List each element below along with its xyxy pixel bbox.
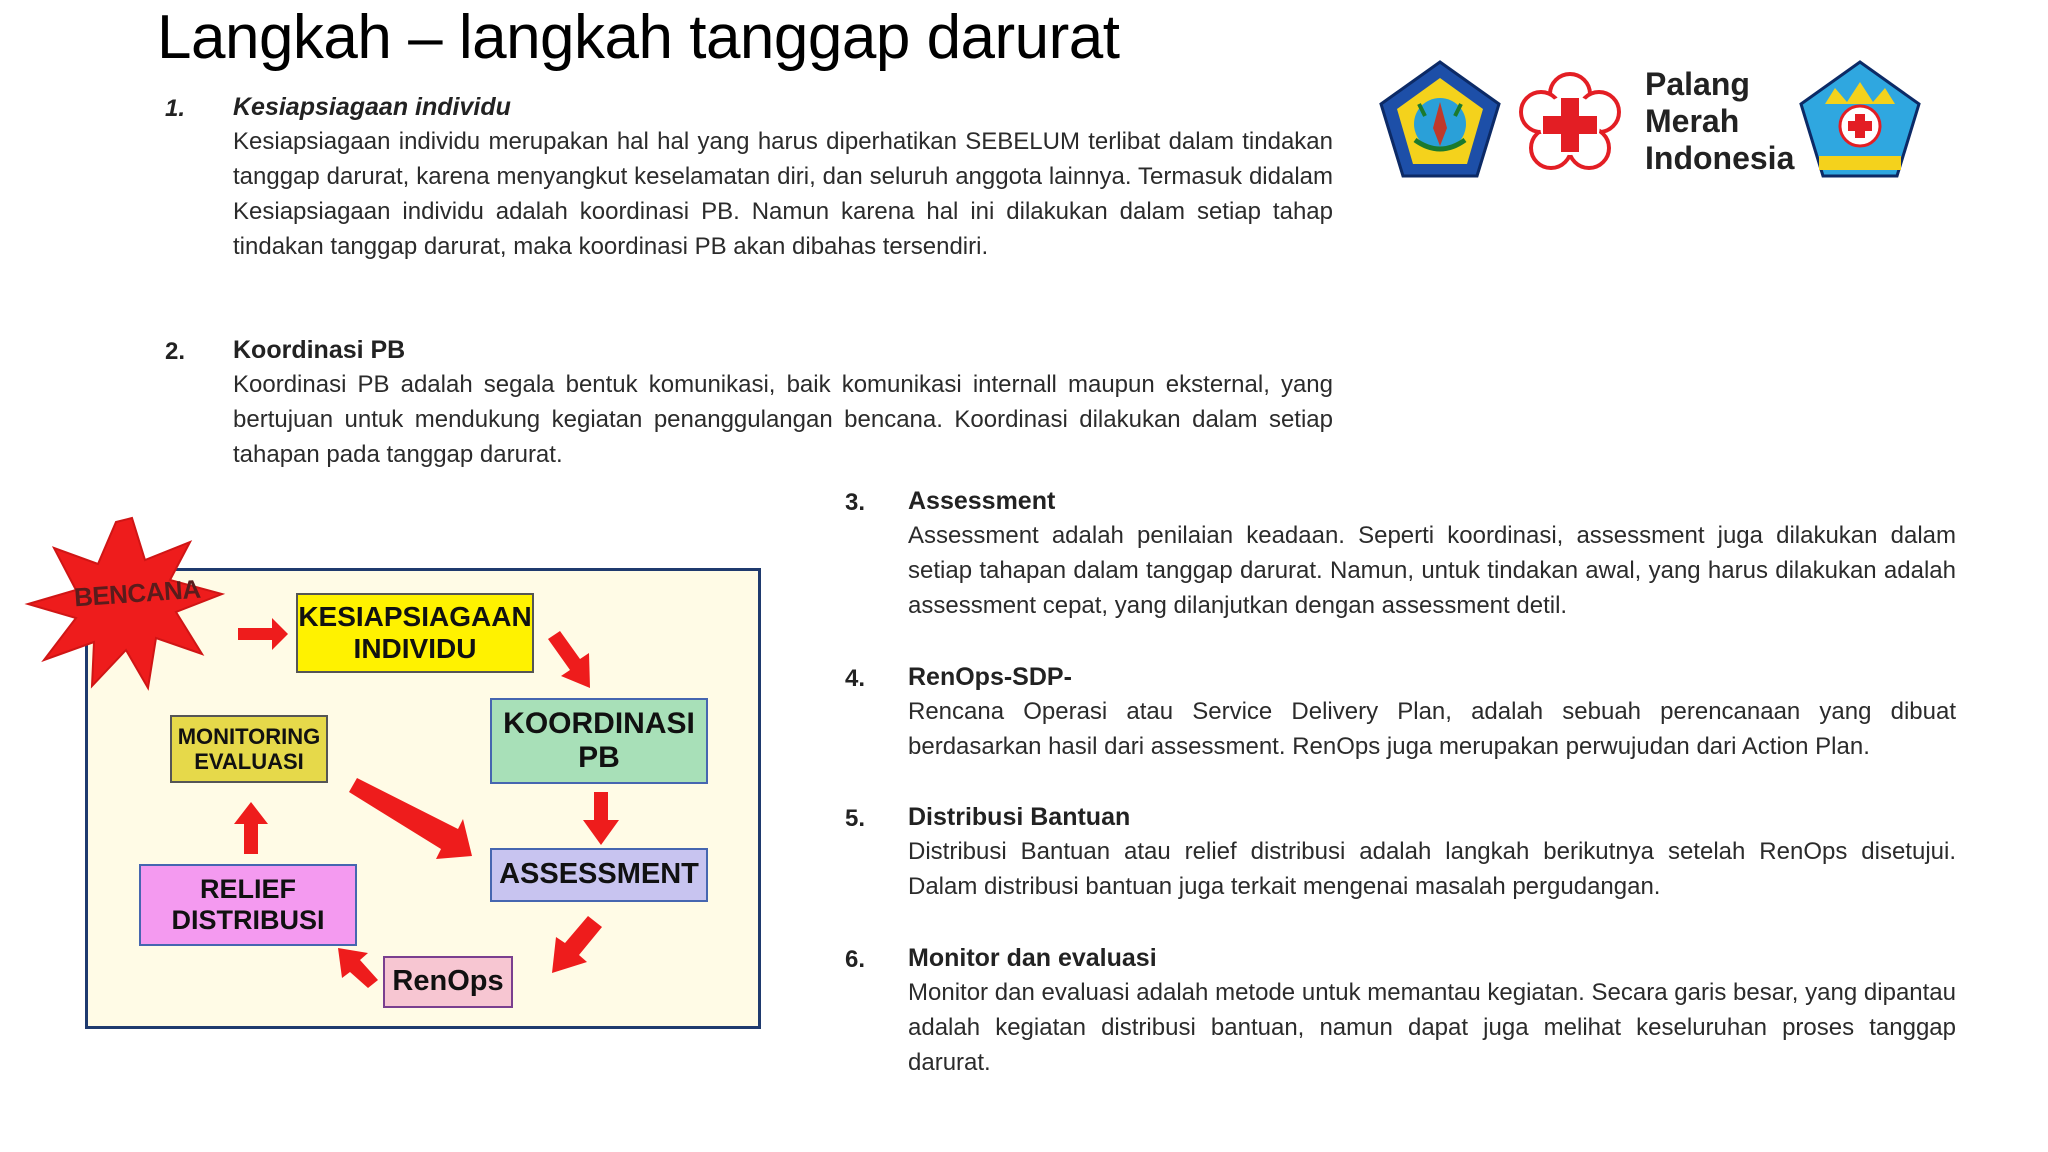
arrow-kesiap-to-koord (548, 631, 590, 688)
section-number: 3. (845, 489, 866, 516)
section-body: Koordinasi PB adalah segala bentuk komunikasi, baik komunikasi internall maupun eksternal, yang bertujuan untuk mendukung kegiatan penanggulangan bencana. Koordinasi dilakukan dalam setiap tahapan pada tanggap darurat. (233, 371, 1333, 468)
box-assessment: ASSESSMENT (490, 848, 708, 902)
box-renops: RenOps (383, 956, 513, 1008)
section-monitor (845, 944, 1956, 1080)
section-kesiapsiagaan (165, 93, 1333, 264)
box-line: KOORDINASI (503, 706, 695, 740)
arrow-monit-to-assess (349, 778, 472, 859)
arrow-assess-to-renops (552, 916, 602, 973)
pmi-line: Merah (1645, 103, 1740, 139)
arrow-bencana-to-kesiap (238, 618, 288, 650)
section-number: 2. (165, 338, 186, 365)
section-body: Monitor dan evaluasi adalah metode untuk memantau kegiatan. Secara garis besar, yang dipantau adalah kegiatan distribusi bantuan, namun dapat juga melihat keseluruhan proses tanggap darurat. (908, 979, 1956, 1076)
box-line: MONITORING (177, 723, 321, 749)
section-koordinasi (165, 336, 1333, 472)
bencana-label: BENCANA (73, 573, 202, 613)
box-line: RELIEF (199, 873, 296, 904)
section-body: Kesiapsiagaan individu merupakan hal hal yang harus diperhatikan SEBELUM terlibat dalam tindakan tanggap darurat, karena menyangkut keselamatan diri, dan seluruh anggota lainnya. Termasuk didalam Kesiapsiagaan individu adalah koordinasi PB. Namun karena hal ini dilakukan dalam setiap tahap tindakan tanggap darurat, maka koordinasi PB akan dibahas tersendiri. (233, 128, 1333, 260)
pmi-line: Indonesia (1645, 140, 1795, 176)
section-body: Rencana Operasi atau Service Delivery Plan, adalah sebuah perencanaan yang dibuat berdasarkan hasil dari assessment. RenOps juga merupakan perwujudan dari Action Plan. (908, 698, 1956, 760)
page-title: Langkah – langkah tanggap darurat (157, 3, 1120, 72)
arrow-relief-to-monit (234, 802, 268, 854)
box-line: KESIAPSIAGAAN (298, 600, 532, 632)
section-body: Distribusi Bantuan atau relief distribusi adalah langkah berikutnya setelah RenOps disetujui. Dalam distribusi bantuan juga terkait mengenai masalah pergudangan. (908, 838, 1956, 900)
arrow-renops-to-relief (338, 948, 378, 988)
box-line: PB (578, 741, 620, 774)
box-relief (139, 864, 357, 946)
ksr-logo-icon (1795, 58, 1925, 188)
box-line: INDIVIDU (353, 633, 477, 664)
box-monitoring (170, 715, 328, 783)
section-heading: RenOps-SDP- (908, 663, 1072, 691)
pmi-logo-icon (1515, 70, 1625, 180)
section-distribusi (845, 803, 1956, 904)
section-number: 6. (845, 946, 866, 973)
box-line: EVALUASI (194, 749, 304, 774)
arrow-koord-to-assess (583, 792, 619, 845)
section-number: 4. (845, 665, 866, 692)
box-koordinasi (490, 698, 708, 784)
section-number: 5. (845, 805, 866, 832)
section-body: Assessment adalah penilaian keadaan. Seperti koordinasi, assessment juga dilakukan dalam setiap tahapan dalam tanggap darurat. Namun, untuk tindakan awal, yang harus dilakukan adalah assessment cepat, yang dilanjutkan dengan assessment detil. (908, 522, 1956, 619)
logo-strip (1375, 56, 1935, 196)
section-renops (845, 663, 1956, 764)
section-heading: Distribusi Bantuan (908, 803, 1131, 831)
section-heading: Kesiapsiagaan individu (233, 93, 511, 121)
section-assessment (845, 487, 1956, 623)
unila-logo-icon (1375, 58, 1505, 188)
section-number: 1. (165, 95, 186, 122)
pmi-name (1645, 66, 1794, 177)
section-heading: Monitor dan evaluasi (908, 944, 1157, 972)
pmi-line: Palang (1645, 66, 1750, 102)
box-line: DISTRIBUSI (171, 905, 325, 935)
section-heading: Koordinasi PB (233, 336, 406, 364)
flow-diagram (20, 510, 780, 1030)
section-heading: Assessment (908, 487, 1056, 515)
box-kesiapsiagaan (296, 593, 534, 673)
